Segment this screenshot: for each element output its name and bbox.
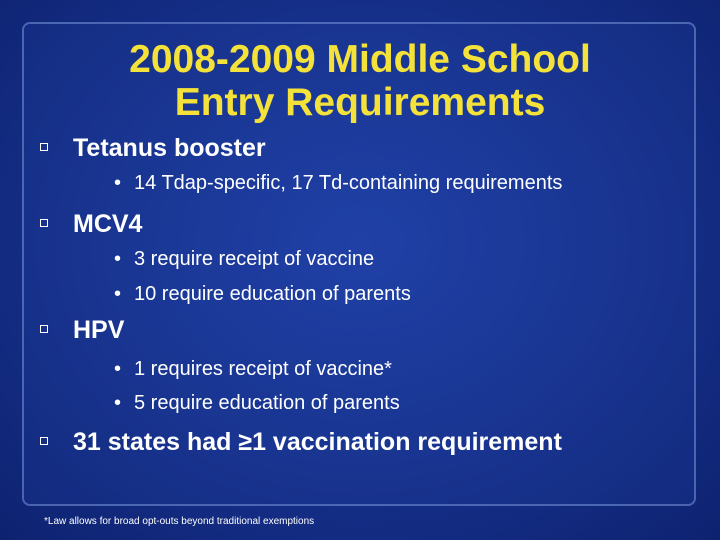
- dot-bullet-icon: •: [114, 283, 122, 305]
- subbullet-label: 1 requires receipt of vaccine*: [134, 358, 392, 380]
- subbullet-label: 10 require education of parents: [134, 283, 411, 305]
- subbullet-label: 5 require education of parents: [134, 392, 400, 414]
- square-bullet-icon: [40, 143, 48, 151]
- footnote: *Law allows for broad opt-outs beyond traditional exemptions: [44, 516, 315, 527]
- slide-title-line-2: Entry Requirements: [174, 81, 546, 124]
- square-bullet-icon: [40, 437, 48, 445]
- slide-title: [0, 38, 720, 124]
- bullet-label: 31 states had ≥1 vaccination requirement: [73, 428, 562, 456]
- dot-bullet-icon: •: [114, 392, 122, 414]
- bullet-label: MCV4: [73, 210, 143, 238]
- slide-title-line-1: 2008-2009 Middle School: [129, 38, 591, 81]
- subbullet-label: 14 Tdap-specific, 17 Td-containing requirements: [134, 172, 563, 194]
- subbullet-label: 3 require receipt of vaccine: [134, 248, 375, 270]
- square-bullet-icon: [40, 219, 48, 227]
- dot-bullet-icon: •: [114, 248, 122, 270]
- bullet-label: Tetanus booster: [73, 134, 266, 162]
- bullet-label: HPV: [73, 316, 125, 344]
- dot-bullet-icon: •: [114, 358, 122, 380]
- square-bullet-icon: [40, 325, 48, 333]
- dot-bullet-icon: •: [114, 172, 122, 194]
